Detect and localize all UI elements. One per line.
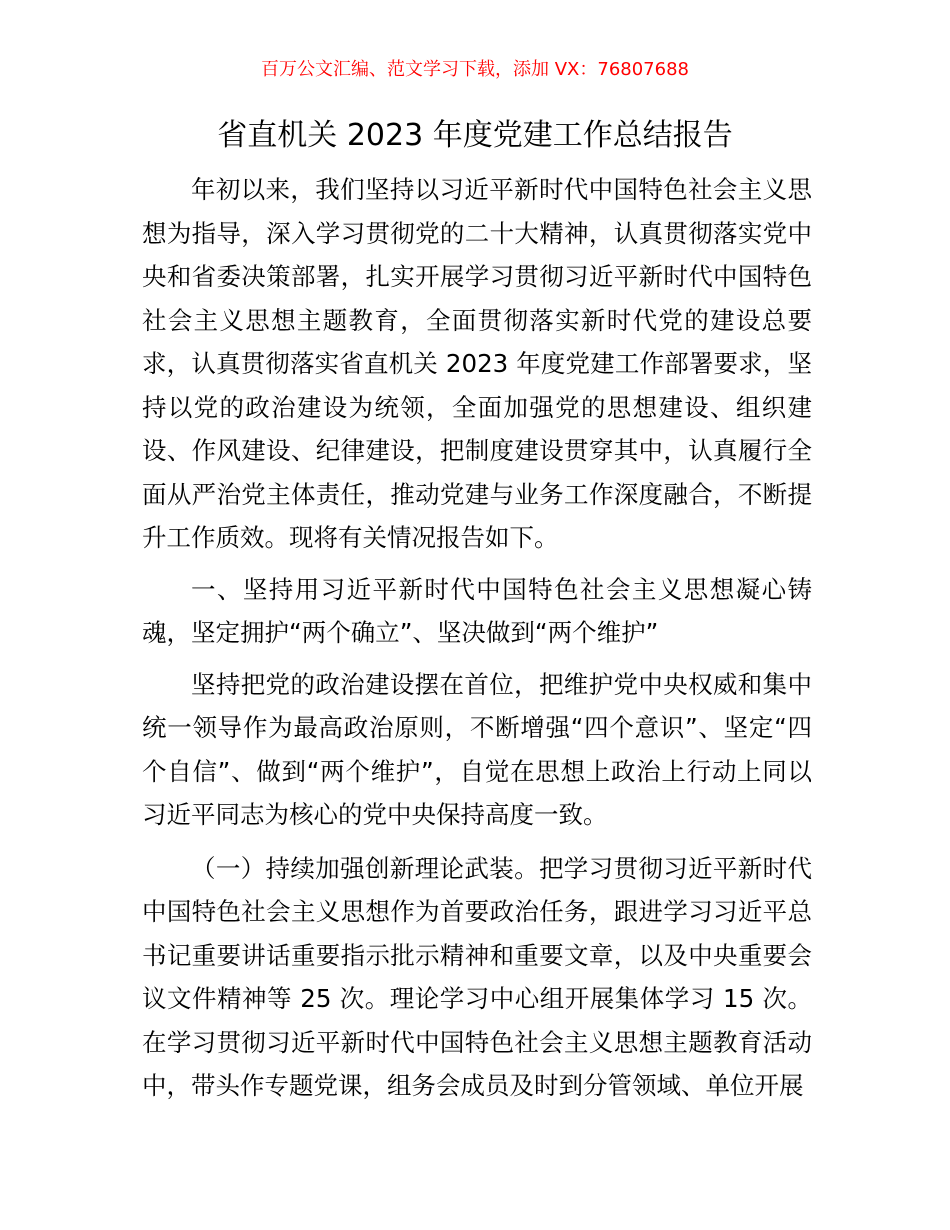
paragraph-intro: 年初以来，我们坚持以习近平新时代中国特色社会主义思想为指导，深入学习贯彻党的二十大精神，认真贯彻落实党中央和省委决策部署，扎实开展学习贯彻习近平新时代中国特色社会主义思想主题教育，全面贯彻落实新时代党的建设总要求，认真贯彻落实省直机关 2023 年度党建工作部署要求，坚持以党的政治建设为统领，全面加强党的思想建设、组织建设、作风建设、纪律建设，把制度建设贯穿其中，认真履行全面从严治党主体责任，推动党建与业务工作深度融合，不断提升工作质效。现将有关情况报告如下。 — [142, 175, 812, 552]
document-title: 省直机关 2023 年度党建工作总结报告 — [217, 118, 733, 153]
paragraph-political-building: 坚持把党的政治建设摆在首位，把维护党中央权威和集中统一领导作为最高政治原则，不断增强“四个意识”、坚定“四个自信”、做到“两个维护”，自觉在思想上政治上行动上同以习近平同志为核心的党中央保持高度一致。 — [142, 669, 812, 829]
section-heading-1: 一、坚持用习近平新时代中国特色社会主义思想凝心铸魂，坚定拥护“两个确立”、坚决做到“两个维护” — [142, 574, 812, 647]
watermark-header: 百万公文汇编、范文学习下载，添加 VX：76807688 — [261, 59, 689, 80]
paragraph-theory-study: （一）持续加强创新理论武装。把学习贯彻习近平新时代中国特色社会主义思想作为首要政治任务，跟进学习习近平总书记重要讲话重要指示批示精神和重要文章，以及中央重要会议文件精神等 25 次。理论学习中心组开展集体学习 15 次。在学习贯彻习近平新时代中国特色社会主义思想主题教育活动中，带头作专题党课，组务会成员及时到分管领域、单位开展 — [142, 853, 812, 1100]
document-body — [142, 168, 812, 1108]
